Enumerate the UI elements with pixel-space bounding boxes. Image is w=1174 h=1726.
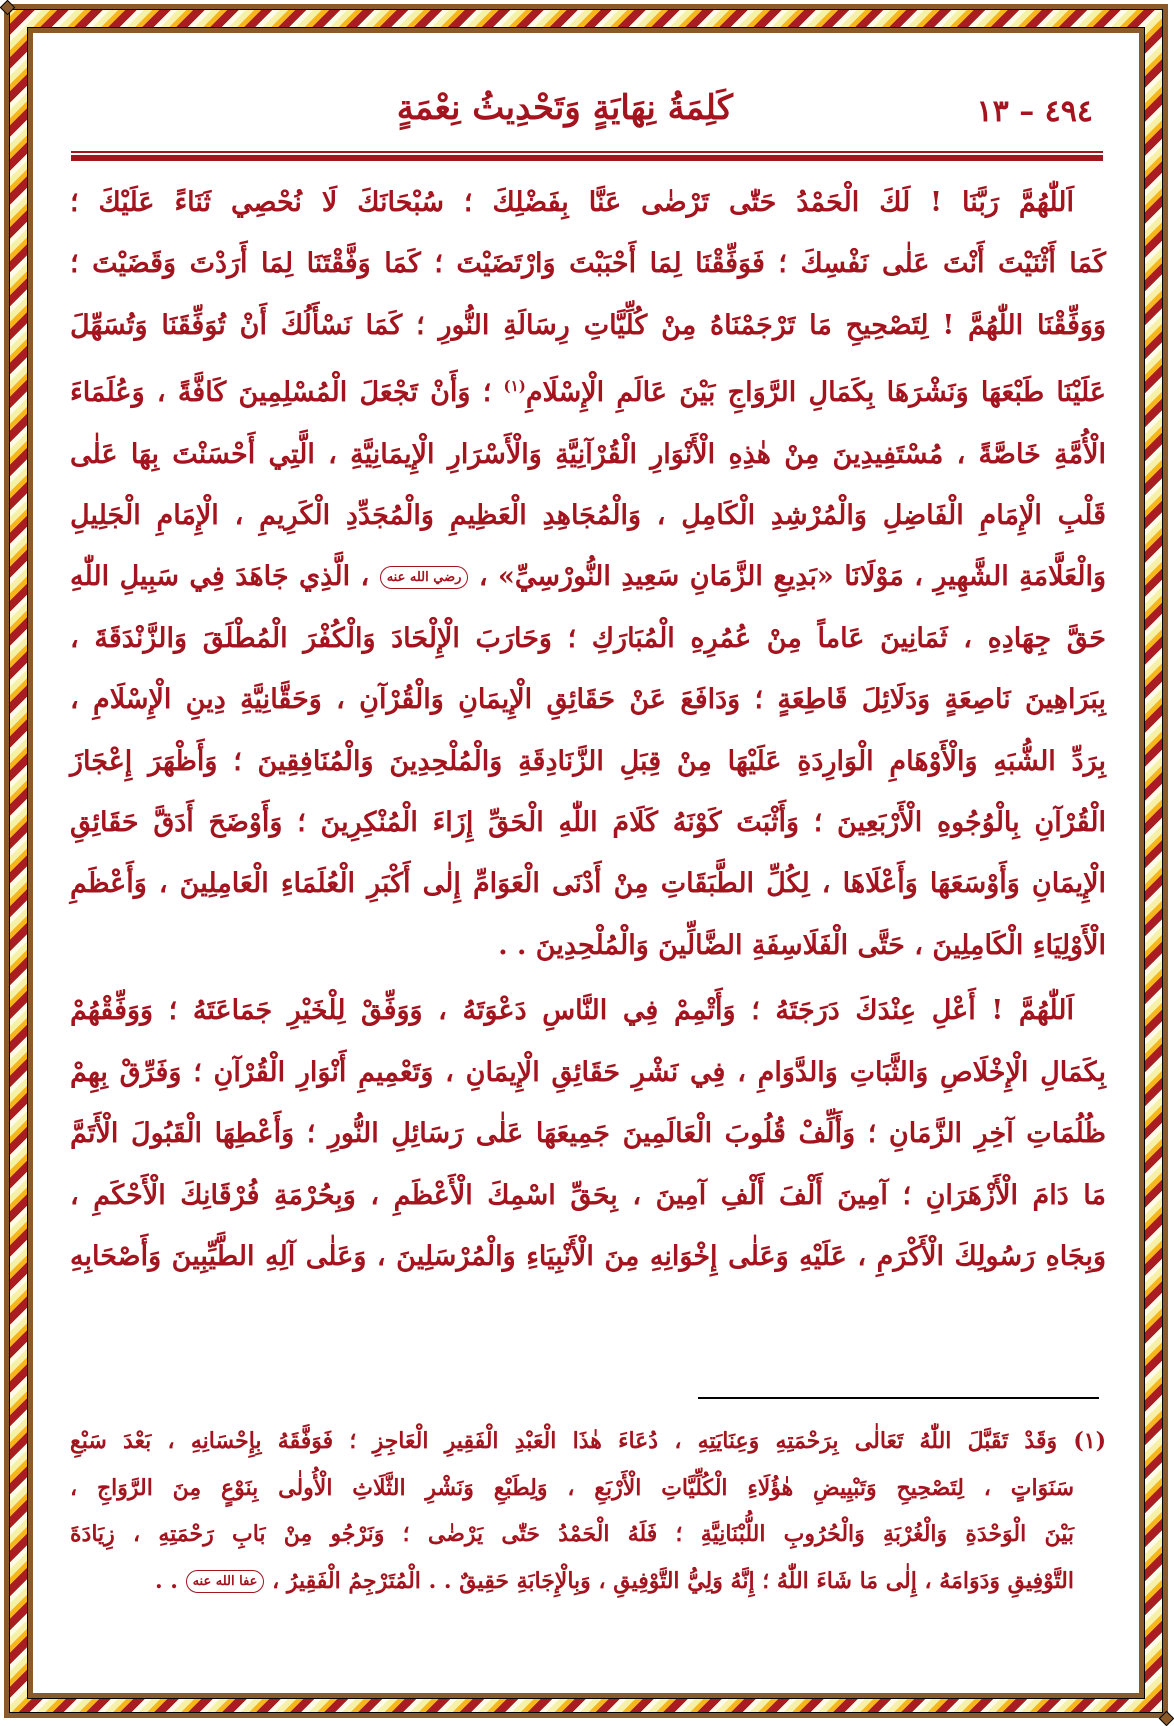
text-line: بِبَرَاهِينَ نَاصِعَةٍ وَدَلَائِلَ قَاطِعَةٍ ؛ وَدَافَعَ عَنْ حَقَائِقِ الْإِيمَانِ وَالْقُرْآنِ ، وَحَقَّانِيَّةِ دِينِ الْإِسْلَامِ ، [70, 684, 1106, 716]
main-text [70, 172, 1106, 1287]
text-line: بِرَدِّ الشُّبَهِ وَالْأَوْهَامِ الْوَارِدَةِ عَلَيْهَا مِنْ قِبَلِ الزَّنَادِقَةِ وَالْمُلْحِدِينَ وَالْمُنَافِقِينَ ؛ وَأَظْهَرَ إِعْجَازَ [70, 745, 1106, 777]
text-line: الْأُمَّةِ خَاصَّةً ، مُسْتَفِيدِينَ مِنْ هٰذِهِ الْأَنْوَارِ الْقُرْآنِيَّةِ وَالْأَسْرَارِ الْإِيمَانِيَّةِ ، الَّتِي أَحْسَنْتَ بِهَا عَلٰى [70, 438, 1106, 470]
text-line: حَقَّ جِهَادِهِ ، ثَمَانِينَ عَاماً مِنْ عُمُرِهِ الْمُبَارَكِ ؛ وَحَارَبَ الْإِلْحَادَ وَالْكُفْرَ الْمُطْلَقَ وَالزَّنْدَقَةَ ، [70, 622, 1106, 654]
text-line: الْقُرْآنِ بِالْوُجُوهِ الْأَرْبَعِينَ ؛ وَأَثْبَتَ كَوْنَهُ كَلَامَ اللّٰهِ الْحَقِّ إِزَاءَ الْمُنْكِرِينَ ؛ وَأَوْضَحَ أَدَقَّ حَقَائِقِ [70, 807, 1106, 839]
text-line: مَا دَامَ الْأَزْهَرَانِ ؛ آمِينَ أَلْفَ أَلْفِ آمِينَ ، بِحَقِّ اسْمِكَ الْأَعْظَمِ ، وَبِحُرْمَةِ فُرْقَانِكَ الْأَحْكَمِ ، [70, 1179, 1106, 1211]
text-segment: وَالْعَلَّامَةِ الشَّهِيرِ ، مَوْلَانَا «بَدِيعِ الزَّمَانِ سَعِيدِ النُّورْسِيِّ» ، [478, 561, 1106, 593]
text-line: وَبِجَاهِ رَسُولِكَ الْأَكْرَمِ ، عَلَيْهِ وَعَلٰى إِخْوَانِهِ مِنَ الْأَنْبِيَاءِ وَالْمُرْسَلِينَ ، وَعَلٰى آلِهِ الطَّيِّبِينَ وَأَصْحَابِهِ [70, 1240, 1106, 1272]
text-segment: ، الَّذِي جَاهَدَ فِي سَبِيلِ اللّٰهِ [70, 561, 380, 593]
honorific-seal-icon: عفا الله عنه [186, 1570, 265, 1593]
text-line: اَللّٰهُمَّ ! أَعْلِ عِنْدَكَ دَرَجَتَهُ ؛ وَأَتْمِمْ فِي النَّاسِ دَعْوَتَهُ ، وَوَفِّقْ لِلْخَيْرِ جَمَاعَتَهُ ؛ وَوَفِّقْهُمْ [70, 995, 1074, 1027]
text-line: وَوَفِّقْنَا اللّٰهُمَّ ! لِتَصْحِيحِ مَا تَرْجَمْنَاهُ مِنْ كُلِّيَّاتِ رِسَالَةِ النُّورِ ؛ كَمَا نَسْأَلُكَ أَنْ تُوَفِّقَنَا وَتُسَهِّلَ [70, 309, 1106, 341]
text-line [70, 546, 1106, 607]
text-segment: عَلَيْنَا طَبْعَهَا وَنَشْرَهَا بِكَمَالِ الرَّوَاجِ بَيْنَ عَالَمِ الْإِسْلَامِ [525, 377, 1107, 409]
footnote-line: بَيْنَ الْوَحْدَةِ وَالْغُرْبَةِ وَالْحُرُوبِ اللُّبْنَانِيَّةِ ؛ فَلَهُ الْحَمْدُ حَتّٰى يَرْضٰى ؛ وَنَرْجُو مِنْ بَابِ رَحْمَتِهِ ، زِيَادَةَ [70, 1521, 1074, 1547]
paragraph-1 [70, 172, 1106, 976]
text-segment: ؛ وَأَنْ تَجْعَلَ الْمُسْلِمِينَ كَافَّةً ، وَعُلَمَاءَ [70, 377, 504, 409]
text-line: الْإِيمَانِ وَأَوْسَعَهَا وَأَعْلَاهَا ، لِكُلِّ الطَّبَقَاتِ مِنْ أَدْنَى الْعَوَامِّ إِلٰى أَكْبَرِ الْعُلَمَاءِ الْعَامِلِينَ ، وَأَعْظَمِ [70, 868, 1106, 900]
header-rule-thin [71, 151, 1103, 153]
page-header [71, 86, 1103, 136]
footnote-reference[interactable]: (١) [503, 377, 526, 396]
header-rule-thick [71, 155, 1103, 161]
honorific-seal-icon: رضي الله عنه [380, 566, 469, 589]
text-line [70, 356, 1106, 423]
footnote-line: سَنَوَاتٍ ، لِتَصْحِيحِ وَتَبْيِيضِ هٰؤُلَاءِ الْكُلِّيَّاتِ الْأَرْبَعِ ، وَلِطَبْعِ وَنَشْرِ الثَّلَاثِ الْأُولٰى بِنَوْعٍ مِنَ الرَّوَاجِ ، [70, 1474, 1074, 1501]
page-number: ٤٩٤ – ١٣ [976, 94, 1093, 129]
text-segment: . . [154, 1567, 186, 1594]
page-title: كَلِمَةُ نِهَايَةٍ وَتَحْدِيثُ نِعْمَةٍ [396, 88, 733, 128]
paragraph-2 [70, 980, 1106, 1287]
text-line: ظُلُمَاتِ آخِرِ الزَّمَانِ ؛ وَأَلِّفْ قُلُوبَ الْعَالَمِينَ جَمِيعَهَا عَلٰى رَسَائِلِ النُّورِ ؛ وَأَعْطِهَا الْقَبُولَ الْأَتَمَّ [70, 1118, 1106, 1150]
text-line: كَمَا أَثْنَيْتَ أَنْتَ عَلٰى نَفْسِكَ ؛ فَوَفِّقْنَا لِمَا أَحْبَبْتَ وَارْتَضَيْتَ ؛ كَمَا وَفَّقْتَنَا لِمَا أَرَدْتَ وَقَضَيْتَ ؛ [70, 248, 1106, 280]
text-line: اَللّٰهُمَّ رَبَّنَا ! لَكَ الْحَمْدُ حَتّٰى تَرْضٰى عَنَّا بِفَضْلِكَ ؛ سُبْحَانَكَ لَا نُحْصِي ثَنَاءً عَلَيْكَ ؛ [70, 187, 1074, 218]
text-segment: التَّوْفِيقِ وَدَوَامَهُ ، إِلٰى مَا شَاءَ اللّٰهُ ؛ إِنَّهُ وَلِيُّ التَّوْفِيقِ ، وَبِالْإِجَابَةِ حَقِيقٌ . . الْمُتَرْجِمُ الْفَقِيرُ ، [272, 1567, 1074, 1594]
footnote-separator [698, 1397, 1099, 1399]
text-line: بِكَمَالِ الْإِخْلَاصِ وَالثَّبَاتِ وَالدَّوَامِ ، فِي نَشْرِ حَقَائِقِ الْإِيمَانِ ، وَتَعْمِيمِ أَنْوَارِ الْقُرْآنِ ؛ وَفَرِّقْ بِهِمْ [70, 1056, 1106, 1088]
footnote [70, 1418, 1106, 1604]
footnote-line: (١) وَقَدْ تَقَبَّلَ اللّٰهُ تَعَالٰى بِرَحْمَتِهِ وَعِنَايَتِهِ ، دُعَاءَ هٰذَا الْعَبْدِ الْفَقِيرِ الْعَاجِزِ ؛ فَوَفَّقَهُ بِإِحْسَانِهِ ، بَعْدَ سَبْعِ [70, 1428, 1107, 1454]
text-line: قَلْبِ الْإِمَامِ الْفَاضِلِ وَالْمُرْشِدِ الْكَامِلِ ، وَالْمُجَاهِدِ الْعَظِيمِ وَالْمُجَدِّدِ الْكَرِيمِ ، الْإِمَامِ الْجَلِيلِ [70, 500, 1106, 532]
footnote-line [70, 1558, 1106, 1605]
text-line: الْأَوْلِيَاءِ الْكَامِلِينَ ، حَتَّى الْفَلَاسِفَةِ الضَّالِّينَ وَالْمُلْحِدِينَ . . [498, 929, 1106, 961]
